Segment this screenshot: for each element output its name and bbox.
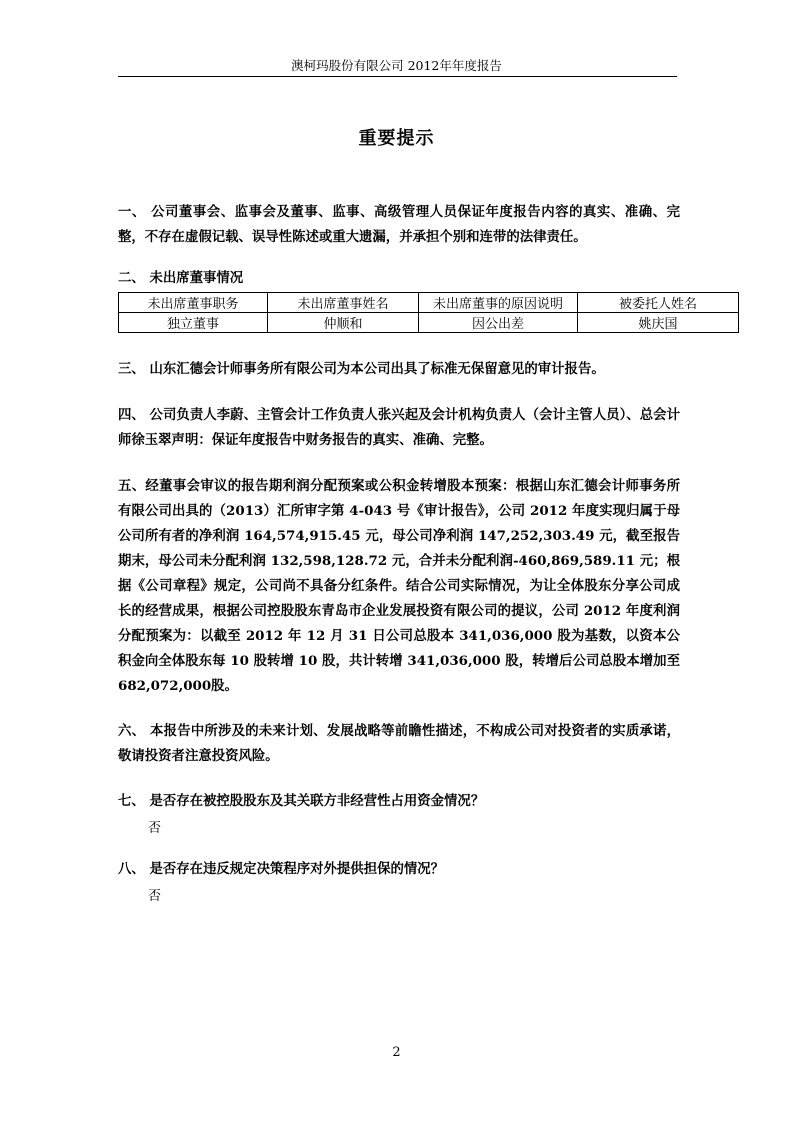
section-8-answer: 否 [148, 889, 162, 904]
section-4: 四、 公司负责人李蔚、主管会计工作负责人张兴起及会计机构负责人（会计主管人员）、总会计师徐玉翠声明：保证年度报告中财务报告的真实、准确、完整。 [118, 407, 680, 448]
section-7-answer: 否 [148, 821, 162, 836]
table-cell: 仲顺和 [268, 313, 419, 333]
page-title: 重要提示 [358, 128, 435, 149]
page-number: 2 [392, 1045, 401, 1060]
section-1: 一、 公司董事会、监事会及董事、监事、高级管理人员保证年度报告内容的真实、准确、完整，不存在虚假记载、误导性陈述或重大遗漏，并承担个别和连带的法律责任。 [118, 204, 680, 245]
section-2-heading: 二、 未出席董事情况 [118, 270, 244, 286]
section-8-question: 八、 是否存在违反规定决策程序对外提供担保的情况？ [118, 861, 445, 877]
table-cell: 姚庆国 [578, 313, 739, 333]
table-header-cell: 未出席董事职务 [119, 293, 268, 313]
section-3: 三、 山东汇德会计师事务所有限公司为本公司出具了标准无保留意见的审计报告。 [118, 361, 605, 377]
table-cell: 因公出差 [419, 313, 578, 333]
table-row [119, 313, 739, 333]
table-cell: 独立董事 [119, 313, 268, 333]
header-rule [118, 76, 677, 77]
section-5: 五、经董事会审议的报告期利润分配预案或公积金转增股本预案：根据山东汇德会计师事务所有限公司出具的（2013）汇所审字第 4-043 号《审计报告》，公司 2012 年度实现归属于母公司所有者的净利润 164,574,915.45 元，母公司净利润 147,252,303.49 元，截至报告期末，母公司未分配利润 132,598,128.72 元，合并未分配利润-460,869,589.11 元；根据《公司章程》规定，公司尚不具备分红条件。结合公司实际情况，为让全体股东分享公司成长的经营成果，根据公司控股股东青岛市企业发展投资有限公司的提议，公司 2012 年度利润分配预案为：以截至 2012 年 12 月 31 日公司总股本 341,036,000 股为基数，以资本公积金向全体股东每 10 股转增 10 股，共计转增 341,036,000 股，转增后公司总股本增加至 682,072,000股。 [118, 478, 680, 694]
table-header-cell: 被委托人姓名 [578, 293, 739, 313]
absent-directors-table [118, 292, 739, 333]
section-7-question: 七、 是否存在被控股股东及其关联方非经营性占用资金情况？ [118, 793, 485, 809]
table-header-row [119, 293, 739, 313]
section-6: 六、 本报告中所涉及的未来计划、发展战略等前瞻性描述，不构成公司对投资者的实质承诺，敬请投资者注意投资风险。 [118, 723, 680, 764]
table-header-cell: 未出席董事的原因说明 [419, 293, 578, 313]
table-header-cell: 未出席董事姓名 [268, 293, 419, 313]
running-header: 澳柯玛股份有限公司 2012年年度报告 [291, 58, 502, 73]
